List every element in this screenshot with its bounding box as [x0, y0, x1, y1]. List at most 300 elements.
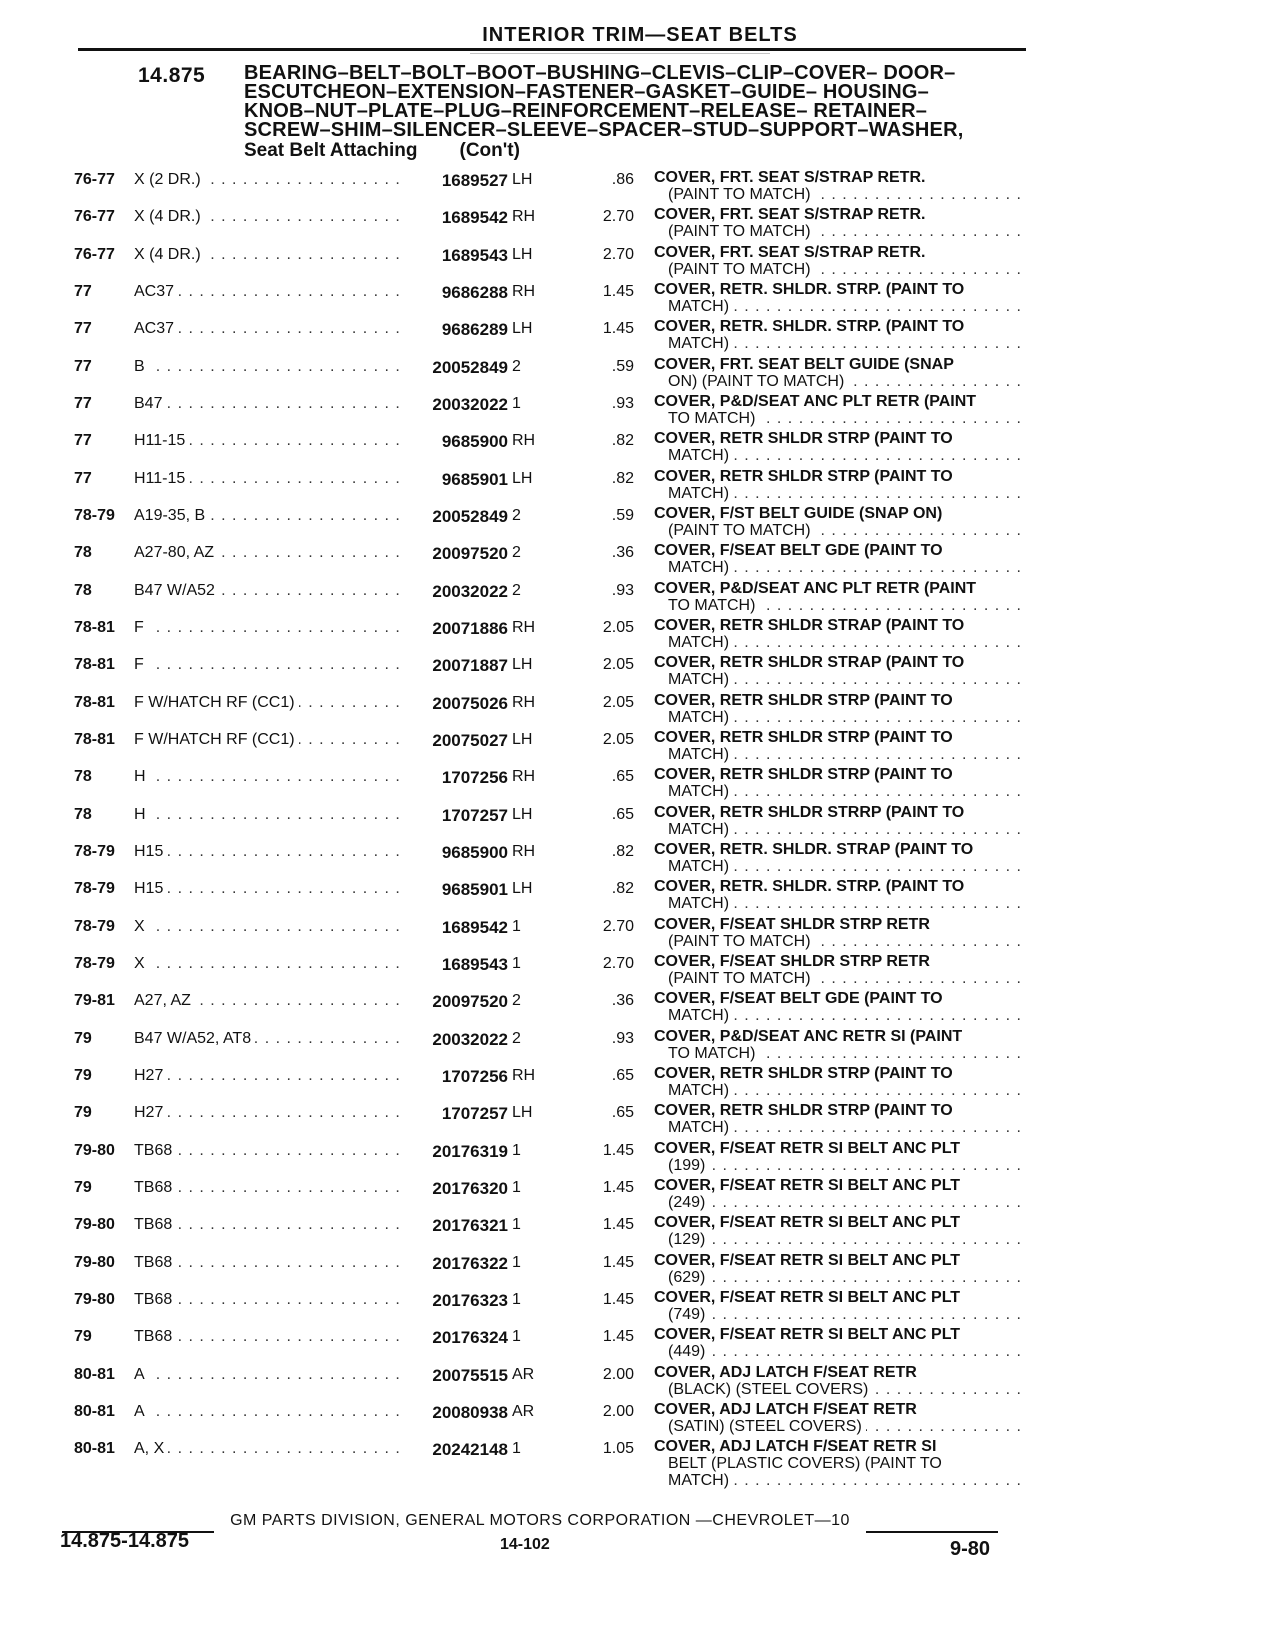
row-quantity: RH	[512, 693, 536, 711]
row-description-line2	[654, 373, 1024, 390]
table-row	[0, 167, 1280, 204]
row-description-line2	[654, 597, 1024, 614]
row-description-line2	[654, 933, 1024, 950]
row-description	[654, 1438, 1024, 1489]
row-price: .86	[611, 171, 634, 188]
row-description-line2	[654, 634, 1024, 651]
footer-division: GM PARTS DIVISION, GENERAL MOTORS CORPORATION —CHEVROLET—10	[230, 1512, 850, 1529]
row-part-number: 1689543	[404, 955, 508, 975]
row-description-line2-text: (BLACK) (STEEL COVERS)	[668, 1381, 872, 1398]
row-description-line1: COVER, FRT. SEAT S/STRAP RETR.	[654, 206, 926, 224]
table-row	[0, 1436, 1280, 1490]
table-row	[0, 279, 1280, 316]
table-row	[0, 1250, 1280, 1287]
continued-label: (Con't)	[459, 140, 520, 161]
row-description-line1: COVER, RETR. SHLDR. STRAP (PAINT TO	[654, 840, 974, 858]
row-description-line1: COVER, FRT. SEAT S/STRAP RETR.	[654, 243, 926, 261]
table-row	[0, 503, 1280, 540]
row-model-text: F	[134, 656, 148, 673]
row-description-line2	[654, 1306, 1024, 1323]
row-price: 1.05	[602, 1440, 634, 1458]
row-year: 79	[74, 1029, 92, 1047]
row-description-line1: COVER, ADJ LATCH F/SEAT RETR	[654, 1363, 917, 1381]
row-model-text: X	[134, 955, 149, 972]
row-quantity: 1	[512, 1253, 521, 1271]
row-part-number: 9685900	[404, 843, 508, 863]
row-description-line2	[654, 485, 1024, 502]
row-description-line3-text: MATCH)	[668, 1472, 733, 1489]
table-row	[0, 914, 1280, 951]
row-description-line2-text: MATCH)	[668, 485, 733, 502]
row-quantity: 1	[512, 1290, 521, 1308]
table-row	[0, 652, 1280, 689]
row-description	[654, 804, 1024, 838]
row-year: 78-79	[74, 917, 115, 935]
row-description	[654, 766, 1024, 800]
row-quantity: 1	[512, 1328, 521, 1346]
footer-page-number: 14-102	[500, 1536, 550, 1553]
row-model-text: F W/HATCH RF (CC1)	[134, 694, 299, 711]
row-description	[654, 1364, 1024, 1398]
table-row	[0, 540, 1280, 577]
row-model	[134, 731, 424, 749]
row-description-line2	[654, 671, 1024, 688]
row-description-line1: COVER, RETR SHLDR STRP (PAINT TO	[654, 1064, 953, 1082]
row-year: 78-81	[74, 618, 115, 636]
row-price: .59	[611, 357, 634, 375]
row-price: 2.70	[602, 208, 634, 226]
row-part-number: 1689543	[404, 246, 508, 266]
row-description	[654, 281, 1024, 315]
row-part-number: 20071887	[404, 656, 508, 676]
row-description	[654, 729, 1024, 763]
row-description-line1: COVER, RETR SHLDR STRAP (PAINT TO	[654, 654, 965, 672]
row-model	[134, 358, 424, 376]
row-part-number: 20032022	[404, 395, 508, 415]
row-year: 77	[74, 432, 92, 450]
group-title-line: KNOB–NUT–PLATE–PLUG–REINFORCEMENT–RELEASE– RETAINER–	[244, 100, 928, 122]
group-subtitle	[244, 140, 520, 162]
table-row	[0, 354, 1280, 391]
row-quantity: 2	[512, 506, 521, 524]
row-price: .93	[611, 394, 634, 412]
row-part-number: 20176321	[404, 1216, 508, 1236]
row-description-line1: COVER, RETR SHLDR STRP (PAINT TO	[654, 728, 953, 746]
row-model	[134, 768, 424, 786]
row-description-line1: COVER, F/SEAT BELT GDE (PAINT TO	[654, 990, 943, 1008]
group-title-line: BEARING–BELT–BOLT–BOOT–BUSHING–CLEVIS–CLIP–COVER– DOOR–	[244, 62, 956, 84]
row-year: 77	[74, 282, 92, 300]
row-description	[654, 878, 1024, 912]
row-quantity: RH	[512, 768, 536, 786]
row-description-line1: COVER, F/SEAT SHLDR STRP RETR	[654, 952, 930, 970]
table-row	[0, 839, 1280, 876]
row-year: 76-77	[74, 208, 115, 226]
parts-list	[0, 167, 1280, 1490]
row-description-line2-text: (449)	[668, 1343, 709, 1360]
row-description-line1: COVER, RETR SHLDR STRP (PAINT TO	[654, 766, 953, 784]
table-row	[0, 690, 1280, 727]
row-part-number: 20176319	[404, 1142, 508, 1162]
row-price: 2.05	[602, 656, 634, 674]
row-year: 78-79	[74, 880, 115, 898]
table-row	[0, 1026, 1280, 1063]
row-description-line2-text: TO MATCH)	[668, 597, 759, 614]
row-description	[654, 1102, 1024, 1136]
row-quantity: AR	[512, 1402, 535, 1420]
row-quantity: RH	[512, 208, 536, 226]
row-description-line1: COVER, RETR SHLDR STRAP (PAINT TO	[654, 616, 965, 634]
table-row	[0, 1287, 1280, 1324]
row-part-number: 20242148	[404, 1440, 508, 1460]
group-number: 14.875	[138, 64, 206, 87]
row-part-number: 1689542	[404, 918, 508, 938]
row-model-text: TB68	[134, 1254, 176, 1271]
row-model	[134, 1104, 424, 1122]
row-description-line1: COVER, FRT. SEAT BELT GUIDE (SNAP	[654, 355, 954, 373]
row-part-number: 20176323	[404, 1291, 508, 1311]
row-description-line2-text: MATCH)	[668, 671, 733, 688]
table-row	[0, 951, 1280, 988]
row-model-text: TB68	[134, 1142, 176, 1159]
table-row	[0, 578, 1280, 615]
row-model-text: TB68	[134, 1291, 176, 1308]
row-price: .65	[611, 768, 634, 786]
row-description-line2	[654, 1343, 1024, 1360]
row-year: 76-77	[74, 171, 115, 188]
row-price: 1.45	[602, 1253, 634, 1271]
row-model-text: TB68	[134, 1328, 176, 1345]
row-year: 76-77	[74, 245, 115, 263]
row-description-line1: COVER, P&D/SEAT ANC PLT RETR (PAINT	[654, 392, 977, 410]
row-model-text: A27-80, AZ	[134, 544, 218, 561]
row-model	[134, 1216, 424, 1234]
row-description-line2	[654, 1045, 1024, 1062]
row-model-text: X (4 DR.)	[134, 246, 205, 263]
row-description-line2-text: MATCH)	[668, 634, 733, 651]
row-description-line1: COVER, RETR SHLDR STRRP (PAINT TO	[654, 803, 965, 821]
row-description-line2	[654, 1082, 1024, 1099]
page-title: INTERIOR TRIM—SEAT BELTS	[482, 24, 798, 46]
row-description-line2-text: MATCH)	[668, 1007, 733, 1024]
table-row	[0, 1100, 1280, 1137]
group-title-line: ESCUTCHEON–EXTENSION–FASTENER–GASKET–GUIDE– HOUSING–	[244, 81, 929, 103]
row-model-text: A	[134, 1366, 149, 1383]
table-row	[0, 1324, 1280, 1361]
row-description-line1: COVER, FRT. SEAT S/STRAP RETR.	[654, 169, 926, 186]
row-year: 78-81	[74, 730, 115, 748]
row-description	[654, 1326, 1024, 1360]
table-row	[0, 316, 1280, 353]
row-quantity: 1	[512, 1216, 521, 1234]
row-part-number: 20080938	[404, 1403, 508, 1423]
row-description-line1: COVER, P&D/SEAT ANC PLT RETR (PAINT	[654, 579, 977, 597]
row-quantity: 1	[512, 394, 521, 412]
row-description	[654, 1289, 1024, 1323]
row-year: 78-79	[74, 954, 115, 972]
row-year: 78	[74, 544, 92, 562]
row-price: .36	[611, 544, 634, 562]
row-year: 78-81	[74, 693, 115, 711]
row-year: 78	[74, 805, 92, 823]
row-description-line1: COVER, RETR SHLDR STRP (PAINT TO	[654, 430, 953, 448]
row-model	[134, 843, 424, 861]
row-description-line1: COVER, F/SEAT RETR SI BELT ANC PLT	[654, 1288, 961, 1306]
row-description-line2	[654, 186, 1024, 203]
row-part-number: 1707256	[404, 1067, 508, 1087]
row-description	[654, 1177, 1024, 1211]
row-year: 77	[74, 320, 92, 338]
row-description-line2	[654, 895, 1024, 912]
row-quantity: 1	[512, 1440, 521, 1458]
row-model	[134, 992, 424, 1010]
row-year: 79	[74, 1178, 92, 1196]
row-description-line2	[654, 1418, 1024, 1435]
footer-group-range: 14.875-14.875	[60, 1530, 190, 1552]
row-price: .82	[611, 432, 634, 450]
row-price: .82	[611, 469, 634, 487]
row-part-number: 20075515	[404, 1366, 508, 1386]
row-part-number: 20052849	[404, 358, 508, 378]
row-description	[654, 654, 1024, 688]
table-row	[0, 802, 1280, 839]
row-quantity: LH	[512, 730, 533, 748]
table-row	[0, 242, 1280, 279]
row-description-line1: COVER, F/SEAT RETR SI BELT ANC PLT	[654, 1176, 961, 1194]
row-model-text: B	[134, 358, 149, 375]
row-description-line2	[654, 298, 1024, 315]
row-description-line2	[654, 522, 1024, 539]
row-quantity: LH	[512, 656, 533, 674]
row-description-line2	[654, 1231, 1024, 1248]
row-price: 1.45	[602, 282, 634, 300]
row-model-text: H27	[134, 1067, 167, 1084]
row-model	[134, 283, 424, 301]
row-price: .82	[611, 842, 634, 860]
row-description	[654, 841, 1024, 875]
row-description-line2	[654, 1269, 1024, 1286]
row-description-line2-text: MATCH)	[668, 298, 733, 315]
table-row	[0, 1138, 1280, 1175]
row-price: 2.05	[602, 693, 634, 711]
row-description-line1: COVER, F/SEAT BELT GDE (PAINT TO	[654, 542, 943, 560]
row-model-text: X (2 DR.)	[134, 171, 205, 188]
table-row	[0, 1063, 1280, 1100]
row-description-line2	[654, 709, 1024, 726]
row-quantity: 2	[512, 992, 521, 1010]
row-description-line2-text: MATCH)	[668, 858, 733, 875]
row-description	[654, 356, 1024, 390]
row-model	[134, 507, 424, 525]
row-year: 79-80	[74, 1141, 115, 1159]
row-model	[134, 1291, 424, 1309]
row-year: 79-80	[74, 1253, 115, 1271]
row-price: .65	[611, 805, 634, 823]
table-row	[0, 428, 1280, 465]
row-description-line1: COVER, P&D/SEAT ANC RETR SI (PAINT	[654, 1027, 963, 1045]
row-model	[134, 1179, 424, 1197]
row-description	[654, 916, 1024, 950]
row-description	[654, 169, 1024, 203]
row-description-line1: COVER, RETR. SHLDR. STRP. (PAINT TO	[654, 318, 965, 336]
row-part-number: 20097520	[404, 992, 508, 1012]
row-quantity: LH	[512, 469, 533, 487]
row-quantity: 2	[512, 357, 521, 375]
row-year: 79-80	[74, 1290, 115, 1308]
row-description-line2: BELT (PLASTIC COVERS) (PAINT TO	[668, 1455, 942, 1473]
row-description	[654, 617, 1024, 651]
row-price: .59	[611, 506, 634, 524]
row-year: 78-81	[74, 656, 115, 674]
row-description-line1: COVER, ADJ LATCH F/SEAT RETR	[654, 1400, 917, 1418]
row-part-number: 20097520	[404, 544, 508, 564]
row-description-line2	[654, 1157, 1024, 1174]
row-part-number: 9685900	[404, 432, 508, 452]
row-description	[654, 393, 1024, 427]
row-description-line1: COVER, F/SEAT RETR SI BELT ANC PLT	[654, 1139, 961, 1157]
row-quantity: 1	[512, 917, 521, 935]
row-price: 1.45	[602, 1216, 634, 1234]
row-year: 77	[74, 394, 92, 412]
row-model-text: F W/HATCH RF (CC1)	[134, 731, 299, 748]
row-model	[134, 656, 424, 674]
row-model	[134, 880, 424, 898]
row-quantity: LH	[512, 171, 533, 188]
row-quantity: RH	[512, 1066, 536, 1084]
group-title-line: SCREW–SHIM–SILENCER–SLEEVE–SPACER–STUD–SUPPORT–WASHER,	[244, 119, 964, 141]
row-description-line2	[654, 1381, 1024, 1398]
row-description-line2-text: (PAINT TO MATCH)	[668, 970, 815, 987]
row-price: 2.00	[602, 1402, 634, 1420]
row-year: 77	[74, 357, 92, 375]
group-subtitle-text: Seat Belt Attaching	[244, 140, 418, 161]
row-description-line2-text: MATCH)	[668, 335, 733, 352]
row-year: 78-79	[74, 506, 115, 524]
row-model	[134, 1067, 424, 1085]
row-model	[134, 432, 424, 450]
row-model-text: A, X	[134, 1440, 168, 1457]
row-model	[134, 582, 424, 600]
row-description-line2	[654, 410, 1024, 427]
row-description-line1: COVER, F/SEAT RETR SI BELT ANC PLT	[654, 1214, 961, 1232]
row-quantity: 1	[512, 1178, 521, 1196]
row-model-text: H	[134, 806, 150, 823]
row-part-number: 1707256	[404, 768, 508, 788]
row-year: 79	[74, 1066, 92, 1084]
row-description	[654, 505, 1024, 539]
row-model-text: TB68	[134, 1179, 176, 1196]
row-description-line2-text: MATCH)	[668, 895, 733, 912]
row-model-text: A	[134, 1403, 149, 1420]
row-part-number: 20176320	[404, 1179, 508, 1199]
row-description	[654, 206, 1024, 240]
row-year: 79-81	[74, 992, 115, 1010]
row-model	[134, 1366, 424, 1384]
table-row	[0, 1362, 1280, 1399]
table-row	[0, 1212, 1280, 1249]
row-part-number: 9685901	[404, 470, 508, 490]
row-description-line2	[654, 858, 1024, 875]
row-description-line1: COVER, RETR SHLDR STRP (PAINT TO	[654, 1102, 953, 1120]
row-price: 2.70	[602, 917, 634, 935]
table-row	[0, 1399, 1280, 1436]
row-description-line2	[654, 559, 1024, 576]
row-description	[654, 244, 1024, 278]
row-description	[654, 318, 1024, 352]
row-description-line1: COVER, RETR SHLDR STRP (PAINT TO	[654, 467, 953, 485]
row-description-line2-text: (PAINT TO MATCH)	[668, 186, 815, 203]
row-quantity: 1	[512, 1141, 521, 1159]
table-row	[0, 876, 1280, 913]
row-price: .93	[611, 1029, 634, 1047]
row-part-number: 20075027	[404, 731, 508, 751]
table-row	[0, 615, 1280, 652]
footer-rule-right	[866, 1531, 998, 1533]
row-description	[654, 953, 1024, 987]
row-quantity: RH	[512, 842, 536, 860]
row-model-text: B47	[134, 395, 166, 412]
row-description-line1: COVER, F/ST BELT GUIDE (SNAP ON)	[654, 504, 943, 522]
row-price: .82	[611, 880, 634, 898]
row-description-line2-text: (749)	[668, 1306, 709, 1323]
row-year: 79	[74, 1104, 92, 1122]
row-description	[654, 1401, 1024, 1435]
row-description	[654, 990, 1024, 1024]
table-row	[0, 204, 1280, 241]
row-description-line2	[654, 1119, 1024, 1136]
table-row	[0, 727, 1280, 764]
row-model-text: H11-15	[134, 470, 189, 487]
row-quantity: LH	[512, 1104, 533, 1122]
row-description-line2-text: MATCH)	[668, 447, 733, 464]
row-description-line3	[654, 1472, 1024, 1489]
row-quantity: 2	[512, 1029, 521, 1047]
row-model	[134, 806, 424, 824]
row-description-line1: COVER, RETR. SHLDR. STRP. (PAINT TO	[654, 280, 965, 298]
row-description-line1: COVER, RETR SHLDR STRP (PAINT TO	[654, 691, 953, 709]
row-part-number: 20071886	[404, 619, 508, 639]
row-price: 1.45	[602, 320, 634, 338]
row-part-number: 9686288	[404, 283, 508, 303]
row-part-number: 1689527	[404, 171, 508, 191]
row-model-text: AC37	[134, 320, 178, 337]
row-part-number: 20176322	[404, 1254, 508, 1274]
group-title	[244, 64, 1044, 140]
row-quantity: AR	[512, 1365, 535, 1383]
row-description	[654, 580, 1024, 614]
table-row	[0, 988, 1280, 1025]
row-description-line2	[654, 970, 1024, 987]
row-description-line2-text: (PAINT TO MATCH)	[668, 933, 815, 950]
row-description-line2	[654, 1194, 1024, 1211]
row-quantity: LH	[512, 320, 533, 338]
row-year: 79-80	[74, 1216, 115, 1234]
row-description-line2	[654, 1007, 1024, 1024]
row-part-number: 9685901	[404, 880, 508, 900]
row-description	[654, 1252, 1024, 1286]
row-model-text: A19-35, B	[134, 507, 209, 524]
row-year: 80-81	[74, 1402, 115, 1420]
row-price: 2.70	[602, 245, 634, 263]
row-model	[134, 208, 424, 226]
row-quantity: RH	[512, 282, 536, 300]
header-rule-faint	[470, 53, 770, 54]
row-description	[654, 542, 1024, 576]
row-model	[134, 694, 424, 712]
row-price: 2.05	[602, 618, 634, 636]
row-model	[134, 1142, 424, 1160]
row-model-text: H15	[134, 843, 167, 860]
